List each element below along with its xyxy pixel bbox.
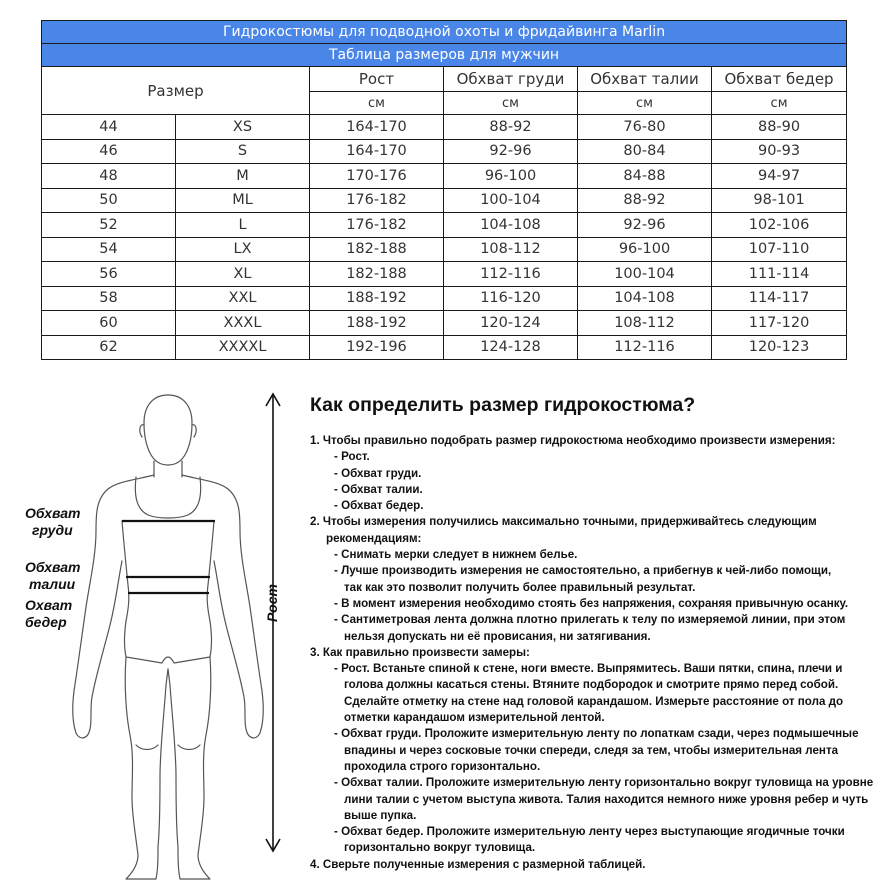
table-cell-height: 164-170 xyxy=(310,139,444,164)
waist-girth-label-line1: Обхват xyxy=(25,559,81,575)
guide-line: - Сантиметровая лента должна плотно прилегать к телу по измеряемой линии, при этом xyxy=(334,613,846,627)
table-cell-waist: 88-92 xyxy=(578,188,712,213)
chest-girth-label-line1: Обхват xyxy=(25,505,81,521)
table-cell-chest: 108-112 xyxy=(444,237,578,262)
table-cell-hips: 120-123 xyxy=(712,335,847,360)
guide-line: отметки карандашом измерительной лентой. xyxy=(344,711,605,725)
waist-girth-label-line2: талии xyxy=(29,576,76,592)
table-cell-hips: 90-93 xyxy=(712,139,847,164)
table-cell-hips: 102-106 xyxy=(712,213,847,238)
table-cell-hips: 107-110 xyxy=(712,237,847,262)
table-cell-height: 188-192 xyxy=(310,286,444,311)
table-cell-height: 176-182 xyxy=(310,188,444,213)
guide-line: 4. Сверьте полученные измерения с размерной таблицей. xyxy=(310,857,646,871)
table-cell-size: 58 xyxy=(42,286,176,311)
table-row xyxy=(42,286,847,311)
guide-line: 1. Чтобы правильно подобрать размер гидрокостюма необходимо произвести измерения: xyxy=(310,434,836,447)
table-row xyxy=(42,237,847,262)
guide-line: - Рост. Встаньте спиной к стене, ноги вместе. Выпрямитесь. Ваши пятки, спина, плечи и xyxy=(334,662,843,676)
table-row xyxy=(42,262,847,287)
guide-line: голова должны касаться стены. Втяните подбородок и смотрите прямо перед собой. xyxy=(344,678,839,692)
column-header-height: Рост xyxy=(310,67,444,92)
table-cell-hips: 88-90 xyxy=(712,115,847,140)
table-cell-size: 44 xyxy=(42,115,176,140)
table-cell-chest: 96-100 xyxy=(444,164,578,189)
guide-line: - Обхват талии. Проложите измерительную ленту горизонтально вокруг туловища на уровне xyxy=(334,776,874,790)
table-cell-height: 188-192 xyxy=(310,311,444,336)
table-cell-waist: 108-112 xyxy=(578,311,712,336)
column-header-hips: Обхват бедер xyxy=(712,67,847,92)
table-row xyxy=(42,311,847,336)
table-cell-letter: ML xyxy=(176,188,310,213)
size-header: Размер xyxy=(42,67,310,115)
guide-line: - Рост. xyxy=(334,450,370,464)
guide-line: 2. Чтобы измерения получились максимально точными, придерживайтесь следующим xyxy=(310,515,817,529)
guide-line: - Обхват груди. xyxy=(334,466,422,480)
table-cell-chest: 116-120 xyxy=(444,286,578,311)
table-title: Гидрокостюмы для подводной охоты и фридайвинга Marlin xyxy=(42,21,847,44)
hip-girth-label-line2: бедер xyxy=(25,614,67,630)
table-cell-size: 56 xyxy=(42,262,176,287)
guide-line: нельзя допускать ни её провисания, ни затягивания. xyxy=(344,629,651,643)
table-row xyxy=(42,115,847,140)
guide-line: Сделайте отметку на стене над головой карандашом. Измерьте расстояние от пола до xyxy=(344,694,844,708)
table-cell-hips: 94-97 xyxy=(712,164,847,189)
table-cell-chest: 104-108 xyxy=(444,213,578,238)
guide-line: - Обхват талии. xyxy=(334,482,423,496)
table-cell-letter: LX xyxy=(176,237,310,262)
height-label: Рост xyxy=(264,584,280,622)
guide-line: горизонтально вокруг туловища. xyxy=(344,841,536,855)
guide-line: - Обхват бедер. xyxy=(334,499,424,513)
table-row xyxy=(42,164,847,189)
guide-line: лини талии с учетом выступа живота. Талия находится немного ниже уровня ребер и чуть xyxy=(344,792,869,806)
table-cell-chest: 88-92 xyxy=(444,115,578,140)
column-unit-height: см xyxy=(310,92,444,115)
column-unit-waist: см xyxy=(578,92,712,115)
table-cell-height: 182-188 xyxy=(310,237,444,262)
size-table xyxy=(41,20,847,360)
table-cell-height: 176-182 xyxy=(310,213,444,238)
table-row xyxy=(42,139,847,164)
table-cell-height: 164-170 xyxy=(310,115,444,140)
table-cell-hips: 111-114 xyxy=(712,262,847,287)
table-cell-size: 62 xyxy=(42,335,176,360)
table-cell-waist: 84-88 xyxy=(578,164,712,189)
guide-instructions xyxy=(310,433,880,873)
table-cell-height: 182-188 xyxy=(310,262,444,287)
guide-line: - В момент измерения необходимо стоять без напряжения, сохраняя привычную осанку. xyxy=(334,596,849,610)
table-cell-size: 50 xyxy=(42,188,176,213)
table-cell-waist: 112-116 xyxy=(578,335,712,360)
table-row xyxy=(42,213,847,238)
body-outline-figure xyxy=(60,385,275,885)
table-cell-waist: 92-96 xyxy=(578,213,712,238)
chest-girth-label xyxy=(25,505,81,539)
column-unit-chest: см xyxy=(444,92,578,115)
guide-line: рекомендациям: xyxy=(326,531,422,545)
table-cell-size: 54 xyxy=(42,237,176,262)
guide-line: - Снимать мерки следует в нижнем белье. xyxy=(334,548,578,562)
table-cell-chest: 112-116 xyxy=(444,262,578,287)
table-row xyxy=(42,188,847,213)
waist-girth-label xyxy=(25,559,81,593)
table-cell-chest: 124-128 xyxy=(444,335,578,360)
table-cell-size: 52 xyxy=(42,213,176,238)
guide-line: - Обхват бедер. Проложите измерительную ленту через выступающие ягодичные точки xyxy=(334,825,845,839)
table-cell-letter: XXXL xyxy=(176,311,310,336)
table-cell-size: 60 xyxy=(42,311,176,336)
table-subtitle: Таблица размеров для мужчин xyxy=(42,44,847,67)
table-cell-letter: XXL xyxy=(176,286,310,311)
table-cell-letter: M xyxy=(176,164,310,189)
guide-line: впадины и через сосковые точки спереди, следя за тем, чтобы измерительная лента xyxy=(344,743,839,757)
guide-line: так как это позволит получить более правильный результат. xyxy=(344,580,696,594)
table-cell-letter: XXXXL xyxy=(176,335,310,360)
table-cell-hips: 117-120 xyxy=(712,311,847,336)
table-cell-chest: 100-104 xyxy=(444,188,578,213)
column-unit-hips: см xyxy=(712,92,847,115)
table-cell-hips: 98-101 xyxy=(712,188,847,213)
table-cell-letter: XL xyxy=(176,262,310,287)
guide-line: - Обхват груди. Проложите измерительную ленту по лопаткам сзади, через подмышечные xyxy=(334,727,859,741)
guide-line: 3. Как правильно произвести замеры: xyxy=(310,645,530,659)
guide-line: выше пупка. xyxy=(344,808,417,822)
table-cell-size: 48 xyxy=(42,164,176,189)
table-cell-waist: 96-100 xyxy=(578,237,712,262)
table-cell-chest: 92-96 xyxy=(444,139,578,164)
guide-line: проходила строго горизонтально. xyxy=(344,759,541,773)
table-cell-waist: 104-108 xyxy=(578,286,712,311)
column-header-waist: Обхват талии xyxy=(578,67,712,92)
table-row xyxy=(42,335,847,360)
table-cell-waist: 80-84 xyxy=(578,139,712,164)
table-cell-waist: 100-104 xyxy=(578,262,712,287)
guide-line: - Лучше производить измерения не самостоятельно, а прибегнув к чей-либо помощи, xyxy=(334,564,832,578)
column-header-chest: Обхват груди xyxy=(444,67,578,92)
table-cell-waist: 76-80 xyxy=(578,115,712,140)
hip-girth-label-line1: Охват xyxy=(25,597,73,613)
hip-girth-label xyxy=(25,597,72,631)
guide-title: Как определить размер гидрокостюма? xyxy=(310,394,696,416)
table-cell-size: 46 xyxy=(42,139,176,164)
table-cell-letter: L xyxy=(176,213,310,238)
table-cell-letter: S xyxy=(176,139,310,164)
table-cell-hips: 114-117 xyxy=(712,286,847,311)
table-cell-height: 170-176 xyxy=(310,164,444,189)
table-cell-chest: 120-124 xyxy=(444,311,578,336)
table-cell-height: 192-196 xyxy=(310,335,444,360)
chest-girth-label-line2: груди xyxy=(32,522,73,538)
table-cell-letter: XS xyxy=(176,115,310,140)
